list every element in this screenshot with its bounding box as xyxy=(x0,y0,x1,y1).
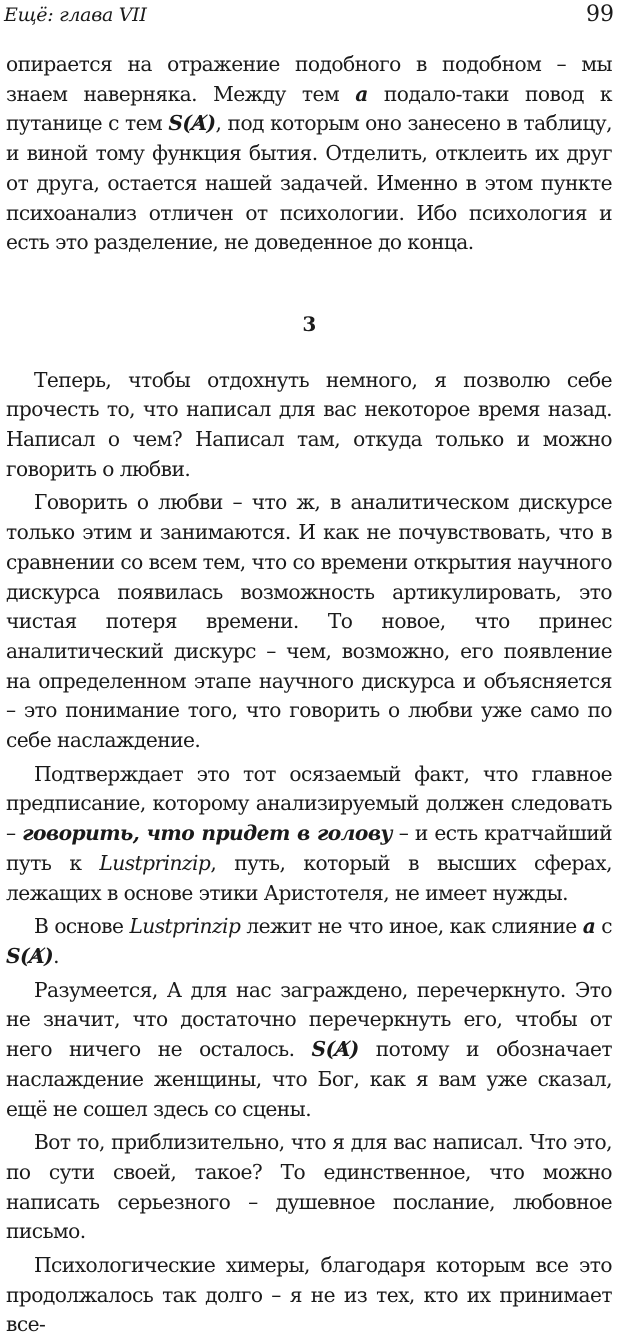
text-run: Разумеется, А для нас заграждено, перечеркнуто. Это не значит, что достаточно перечеркнуть его, чтобы от него ничего не осталось. xyxy=(6,977,612,1062)
emphasis-text: S(A̸) xyxy=(311,1037,359,1062)
paragraph xyxy=(6,976,612,1125)
paragraph xyxy=(6,488,612,755)
emphasis-text: Lustprinzip xyxy=(129,914,241,939)
paragraph xyxy=(6,366,612,485)
running-title-prefix: Ещё: xyxy=(4,4,60,26)
text-run: . xyxy=(53,943,60,968)
text-run: потому и обозначает наслаждение женщины, что Бог, как я вам уже сказал, ещё не сошел здесь со сцены. xyxy=(6,1037,612,1121)
body-text xyxy=(6,50,612,1340)
section-number: 3 xyxy=(302,311,316,336)
text-run: Вот то, приблизительно, что я для вас написал. Что это, по сути своей, такое? То единственное, что можно написать серьезного – душевное послание, любовное письмо. xyxy=(6,1130,612,1244)
text-run: с xyxy=(595,914,613,939)
text-run: – и есть кратчайший путь к xyxy=(6,821,612,875)
text-run: Говорить о любви – что ж, в аналитическом дискурсе только этим и занимаются. И как не почувствовать, что в сравнении со всем тем, что со времени открытия научного дискурса появилась возможность артикулировать, это чистая потеря времени. То новое, что принес аналитический дискурс – чем, возможно, его появление на определенном этапе научного дискурса и объясняется – это понимание того, что говорить о любви уже само по себе наслаждение. xyxy=(6,490,612,753)
running-title-chapter: глава VII xyxy=(59,4,147,26)
text-run: лежит не что иное, как слияние xyxy=(240,914,583,939)
paragraph xyxy=(6,1128,612,1247)
text-run: , под которым оно занесено в таблицу, и виной тому функция бытия. Отделить, отклеить их друг от друга, остается нашей задачей. Именно в этом пункте психоанализ отличен от психологии. Ибо психология и есть это разделение, не доведенное до конца. xyxy=(6,111,612,255)
emphasis-text: S(A̸) xyxy=(168,111,216,136)
paragraph xyxy=(6,760,612,909)
page-number: 99 xyxy=(586,2,614,27)
running-title xyxy=(4,4,147,26)
emphasis-text: a xyxy=(355,81,368,106)
text-run: В основе xyxy=(34,914,130,939)
emphasis-text: говорить, что придет в голову xyxy=(22,821,393,846)
text-run: Теперь, чтобы отдохнуть немного, я позволю себе прочесть то, что написал для вас некоторое время назад. Написал о чем? Написал там, откуда только и можно говорить о любви. xyxy=(6,367,612,481)
text-run: опирается на отражение подобного в подобном – мы знаем наверняка. Между тем xyxy=(6,52,612,106)
text-run: Подтверждает это тот осязаемый факт, что главное предписание, которому анализируемый должен следовать – xyxy=(6,761,612,846)
paragraph xyxy=(6,912,612,971)
text-run: , путь, который в высших сферах, лежащих в основе этики Аристотеля, не имеет нужды. xyxy=(6,850,612,905)
text-run: Психологические химеры, благодаря которым все это продолжалось так долго – я не из тех, кто их принимает все- xyxy=(6,1253,612,1337)
emphasis-text: S(A̸) xyxy=(6,943,54,968)
emphasis-text: Lustprinzip xyxy=(99,850,211,875)
paragraph xyxy=(6,1251,612,1340)
running-header xyxy=(4,2,616,32)
emphasis-text: a xyxy=(582,914,596,939)
paragraph xyxy=(6,50,612,258)
text-run: подало-таки повод к путанице с тем xyxy=(6,81,613,136)
